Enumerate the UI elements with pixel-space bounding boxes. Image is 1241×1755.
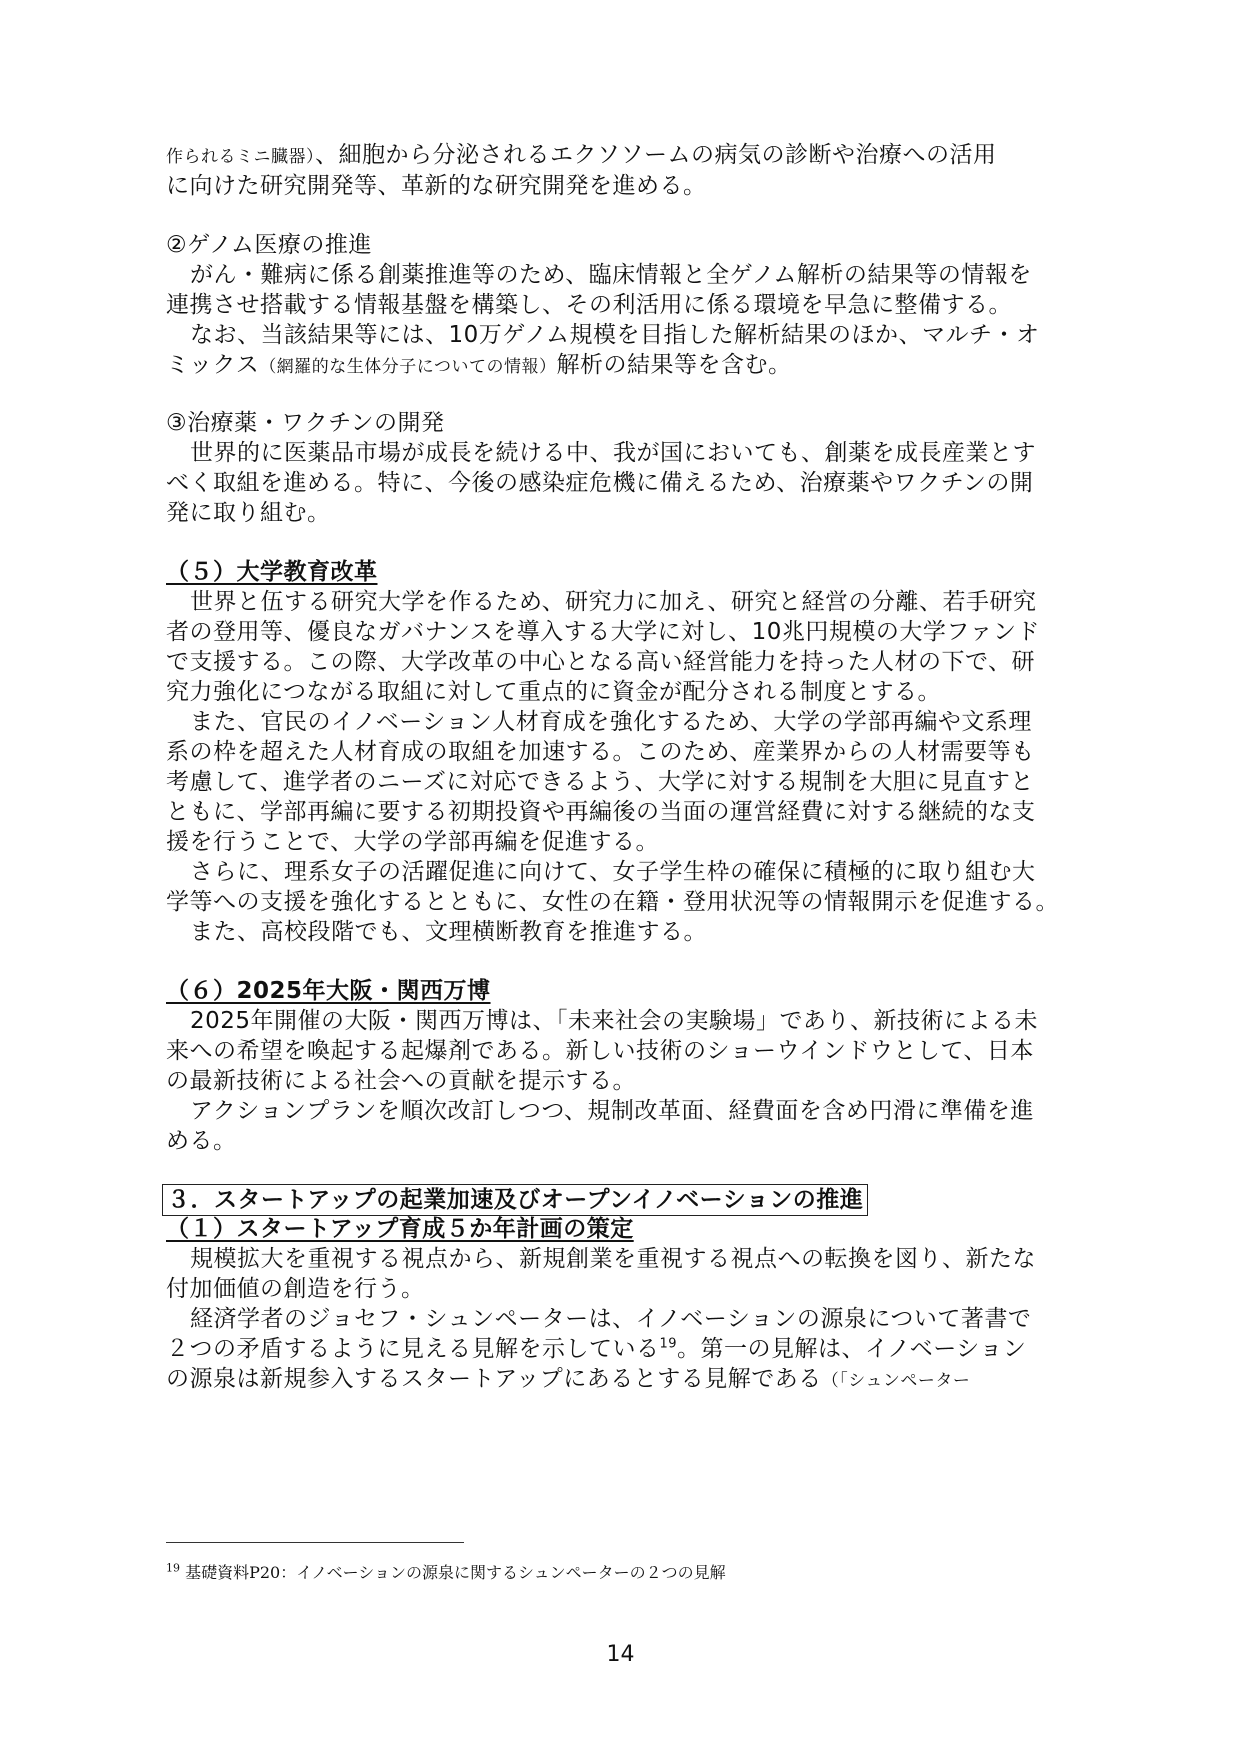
- text-line-11: 発に取り組む。: [166, 500, 331, 526]
- text-line-10: べく取組を進める。特に、今後の感染症危機に備えるため、治療薬やワクチンの開: [166, 470, 1034, 496]
- text-line-14: 者の登用等、優良なガバナンスを導入する大学に対し、10兆円規模の大学ファンド: [166, 619, 1040, 645]
- text-line-33: 規模拡大を重視する視点から、新規創業を重視する視点への転換を図り、新たな: [190, 1246, 1036, 1272]
- subheading-therapeutics-vaccines: ③治療薬・ワクチンの開発: [166, 410, 445, 436]
- footnote-divider: [166, 1542, 464, 1543]
- text-line-36: ２つの矛盾するように見える見解を示している$^{19}$。第一の見解は、イノベーション: [166, 1336, 1027, 1362]
- text-line-9: 世界的に医薬品市場が成長を続ける中、我が国においても、創薬を成長産業とす: [190, 440, 1036, 466]
- text-line-1: 作られるミニ臓器）、細胞から分泌されるエクソソームの病気の診断や治療への活用: [166, 142, 997, 168]
- text-line-29: アクションプランを順次改訂しつつ、規制改革面、経費面を含め円滑に準備を進: [190, 1098, 1034, 1124]
- text-line-6: なお、当該結果等には、10万ゲノム規模を目指した解析結果のほか、マルチ・オ: [190, 322, 1040, 348]
- text-line-15: で支援する。この際、大学改革の中心となる高い経営能力を持った人材の下で、研: [166, 649, 1036, 675]
- text-line-22: さらに、理系女子の活躍促進に向けて、女子学生枠の確保に積極的に取り組む大: [190, 859, 1036, 885]
- text-line-28: の最新技術による社会への貢献を提示する。: [166, 1068, 636, 1094]
- footnote-ref[interactable]: 19: [659, 1336, 678, 1352]
- text-line-34: 付加価値の創造を行う。: [166, 1276, 425, 1302]
- text-line-2: に向けた研究開発等、革新的な研究開発を進める。: [166, 173, 707, 199]
- text-line-20: ともに、学部再編に要する初期投資や再編後の当面の運営経費に対する継続的な支: [166, 799, 1036, 825]
- text-line-17: また、官民のイノベーション人材育成を強化するため、大学の学部再編や文系理: [190, 709, 1032, 735]
- text-line-5: 連携させ搭載する情報基盤を構築し、その利活用に係る環境を早急に整備する。: [166, 292, 1012, 318]
- section-heading-university-reform: （５）大学教育改革: [166, 559, 378, 585]
- section-heading-startup-plan: （１）スタートアップ育成５か年計画の策定: [166, 1216, 634, 1242]
- section-heading-expo-2025: （６）2025年大阪・関西万博: [166, 978, 491, 1004]
- subheading-genome-medicine: ②ゲノム医療の推進: [166, 232, 372, 258]
- text-line-24: また、高校段階でも、文理横断教育を推進する。: [190, 919, 707, 945]
- text-line-19: 考慮して、進学者のニーズに対応できるよう、大学に対する規制を大胆に見直すと: [166, 769, 1034, 795]
- text-line-37: の源泉は新規参入するスタートアップにあるとする見解である（「シュンペーター: [166, 1366, 971, 1392]
- page-number: 14: [606, 1642, 635, 1667]
- text-line-23: 学等への支援を強化するとともに、女性の在籍・登用状況等の情報開示を促進する。: [166, 889, 1059, 915]
- text-line-7: ミックス（網羅的な生体分子についての情報）解析の結果等を含む。: [166, 352, 792, 378]
- chapter-heading-startups: ３．スタートアップの起業加速及びオープンイノベーションの推進: [162, 1184, 868, 1216]
- text-line-18: 系の枠を超えた人材育成の取組を加速する。このため、産業界からの人材需要等も: [166, 739, 1035, 765]
- text-line-4: がん・難病に係る創薬推進等のため、臨床情報と全ゲノム解析の結果等の情報を: [190, 262, 1032, 288]
- text-line-21: 援を行うことで、大学の学部再編を促進する。: [166, 829, 660, 855]
- text-line-30: める。: [166, 1128, 237, 1154]
- text-line-16: 究力強化につながる取組に対して重点的に資金が配分される制度とする。: [166, 679, 942, 705]
- footnote: $^{19}$ 基礎資料P20：イノベーションの源泉に関するシュンペーターの２つの見解: [166, 1561, 726, 1582]
- text-line-27: 来への希望を喚起する起爆剤である。新しい技術のショーウインドウとして、日本: [166, 1038, 1034, 1064]
- text-line-35: 経済学者のジョセフ・シュンペーターは、イノベーションの源泉について著書で: [190, 1306, 1032, 1332]
- text-line-26: 2025年開催の大阪・関西万博は、「未来社会の実験場」であり、新技術による未: [190, 1008, 1039, 1034]
- text-line-13: 世界と伍する研究大学を作るため、研究力に加え、研究と経営の分離、若手研究: [190, 589, 1037, 615]
